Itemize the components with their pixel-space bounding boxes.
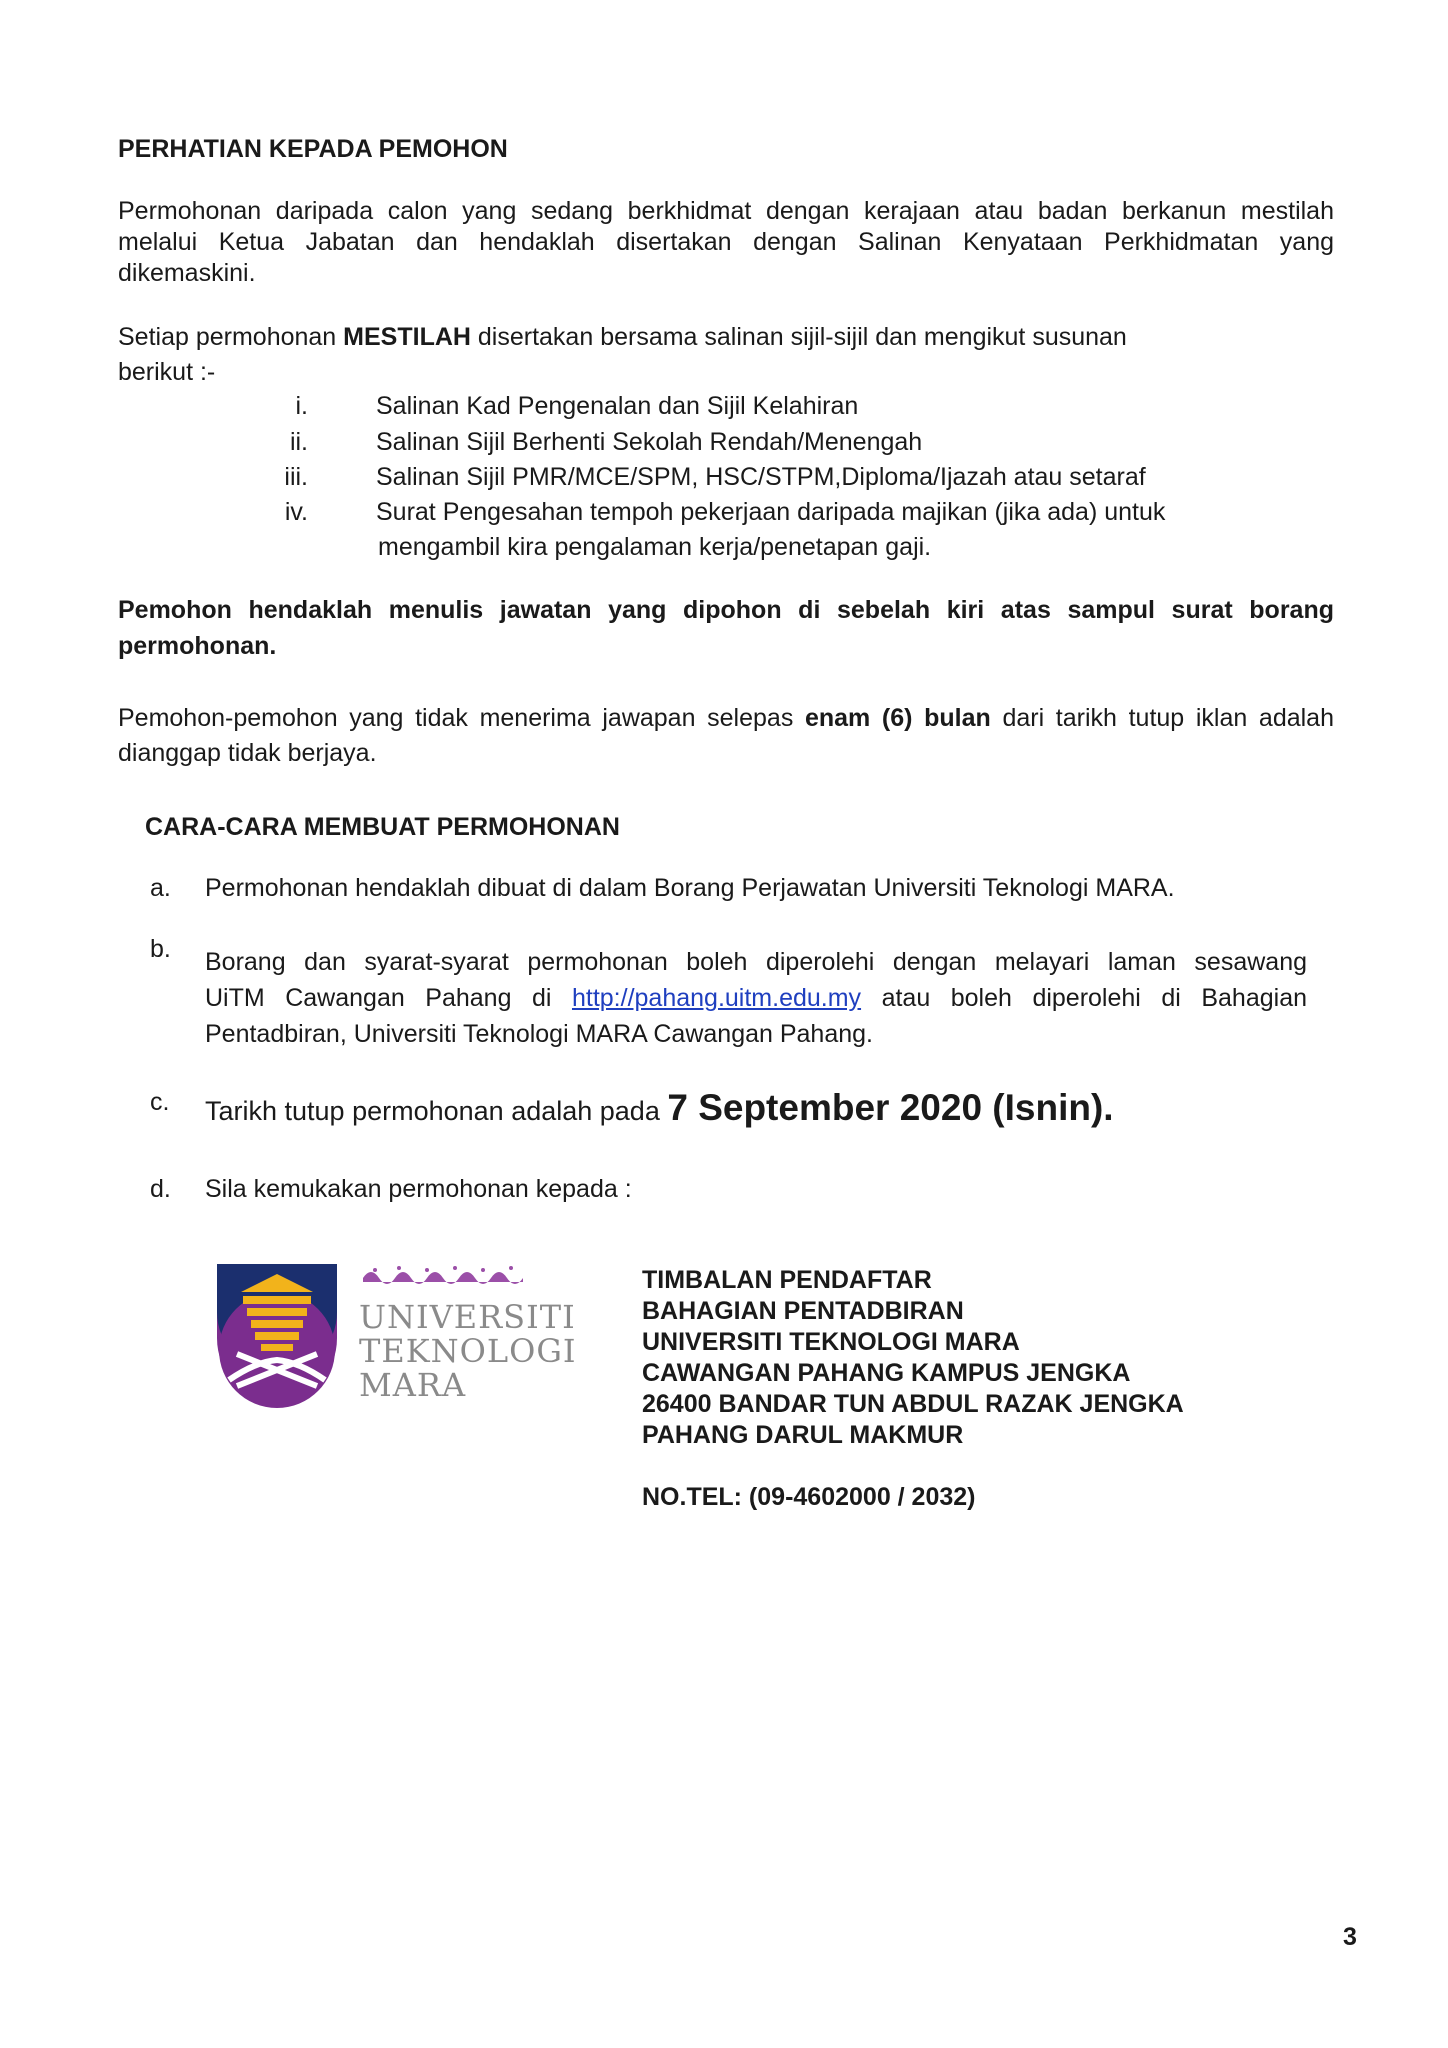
para2-post: disertakan bersama salinan sijil-sijil dan mengikut susunan xyxy=(470,323,1127,351)
address-line: CAWANGAN PAHANG KAMPUS JENGKA xyxy=(642,1359,1131,1387)
envelope-note-line: Pemohon hendaklah menulis jawatan yang dipohon di sebelah kiri atas sampul surat borang xyxy=(118,596,1334,624)
howto-b-label: b. xyxy=(150,935,171,963)
document-list-item: Salinan Sijil PMR/MCE/SPM, HSC/STPM,Diploma/Ijazah atau setaraf xyxy=(376,463,1146,491)
document-list-item: Salinan Sijil Berhenti Sekolah Rendah/Menengah xyxy=(376,428,923,456)
uitm-logo xyxy=(215,1262,575,1412)
address-line: 26400 BANDAR TUN ABDUL RAZAK JENGKA xyxy=(642,1390,1184,1418)
document-list-item: Surat Pengesahan tempoh pekerjaan daripada majikan (jika ada) untuk xyxy=(376,498,1166,526)
address-line: UNIVERSITI TEKNOLOGI MARA xyxy=(642,1328,1020,1356)
no-response-note-line xyxy=(118,703,1334,734)
notice-paragraph-1-line: dikemaskini. xyxy=(118,259,256,287)
para2-pre: Setiap permohonan xyxy=(118,323,344,351)
address-line: BAHAGIAN PENTADBIRAN xyxy=(642,1297,964,1325)
logo-wordmark-line: UNIVERSITI xyxy=(359,1298,576,1336)
howto-c-text xyxy=(205,1087,1114,1129)
logo-wordmark xyxy=(359,1300,577,1402)
logo-wordmark-line: TEKNOLOGI xyxy=(359,1332,577,1370)
address-line: PAHANG DARUL MAKMUR xyxy=(642,1421,964,1449)
para3-bold: enam (6) bulan xyxy=(804,704,991,732)
para3-post: dari tarikh tutup iklan adalah xyxy=(990,704,1334,732)
logo-wordmark-line: MARA xyxy=(359,1366,467,1404)
website-link[interactable]: http://pahang.uitm.edu.my xyxy=(571,984,862,1012)
howto-b-line2-pre: UiTM Cawangan Pahang di xyxy=(205,984,572,1012)
document-list-item-continuation: mengambil kira pengalaman kerja/penetapan gaji. xyxy=(378,533,932,561)
document-list-number: iii. xyxy=(284,463,308,491)
document-list-number: ii. xyxy=(289,428,308,456)
notice-paragraph-1 xyxy=(118,196,1334,289)
document-list-number: i. xyxy=(295,392,308,420)
howto-c-label: c. xyxy=(150,1088,170,1116)
notice-heading: PERHATIAN KEPADA PEMOHON xyxy=(118,135,508,163)
howto-a-label: a. xyxy=(150,874,171,902)
howto-heading: CARA-CARA MEMBUAT PERMOHONAN xyxy=(145,813,620,841)
howto-b-line xyxy=(205,980,1307,1016)
howto-b-line2-post: atau boleh diperolehi di Bahagian xyxy=(861,984,1308,1012)
notice-paragraph-1-line: Permohonan daripada calon yang sedang berkhidmat dengan kerajaan atau badan berkanun mestilah xyxy=(118,197,1334,225)
no-response-note xyxy=(118,703,1334,769)
no-response-note-line: dianggap tidak berjaya. xyxy=(118,739,377,767)
document-list-item: Salinan Kad Pengenalan dan Sijil Kelahiran xyxy=(376,392,859,420)
notice-paragraph-1-line: melalui Ketua Jabatan dan hendaklah disertakan dengan Salinan Kenyataan Perkhidmatan yang xyxy=(118,228,1334,256)
envelope-note xyxy=(118,595,1334,662)
telephone-number: NO.TEL: (09-4602000 / 2032) xyxy=(642,1483,976,1511)
page-number: 3 xyxy=(1343,1923,1357,1951)
mailing-address xyxy=(642,1265,1184,1513)
howto-b-line: Pentadbiran, Universiti Teknologi MARA Cawangan Pahang. xyxy=(205,1020,873,1048)
howto-b-text xyxy=(205,944,1307,1052)
closing-date-label: Tarikh tutup permohonan adalah pada xyxy=(205,1096,668,1126)
howto-b-line: Borang dan syarat-syarat permohonan boleh diperolehi dengan melayari laman sesawang xyxy=(205,948,1307,976)
howto-a-text: Permohonan hendaklah dibuat di dalam Borang Perjawatan Universiti Teknologi MARA. xyxy=(205,874,1175,902)
notice-paragraph-2 xyxy=(118,322,1334,353)
howto-d-label: d. xyxy=(150,1175,171,1203)
envelope-note-line: permohonan. xyxy=(118,632,277,660)
howto-d-text: Sila kemukakan permohonan kepada : xyxy=(205,1175,632,1203)
para2-bold: MESTILAH xyxy=(343,323,471,351)
notice-paragraph-2-line2: berikut :- xyxy=(118,358,216,386)
closing-date: 7 September 2020 (Isnin). xyxy=(667,1087,1114,1128)
address-line: TIMBALAN PENDAFTAR xyxy=(642,1266,932,1294)
para3-pre: Pemohon-pemohon yang tidak menerima jawapan selepas xyxy=(118,704,805,732)
document-list-number: iv. xyxy=(284,498,308,526)
